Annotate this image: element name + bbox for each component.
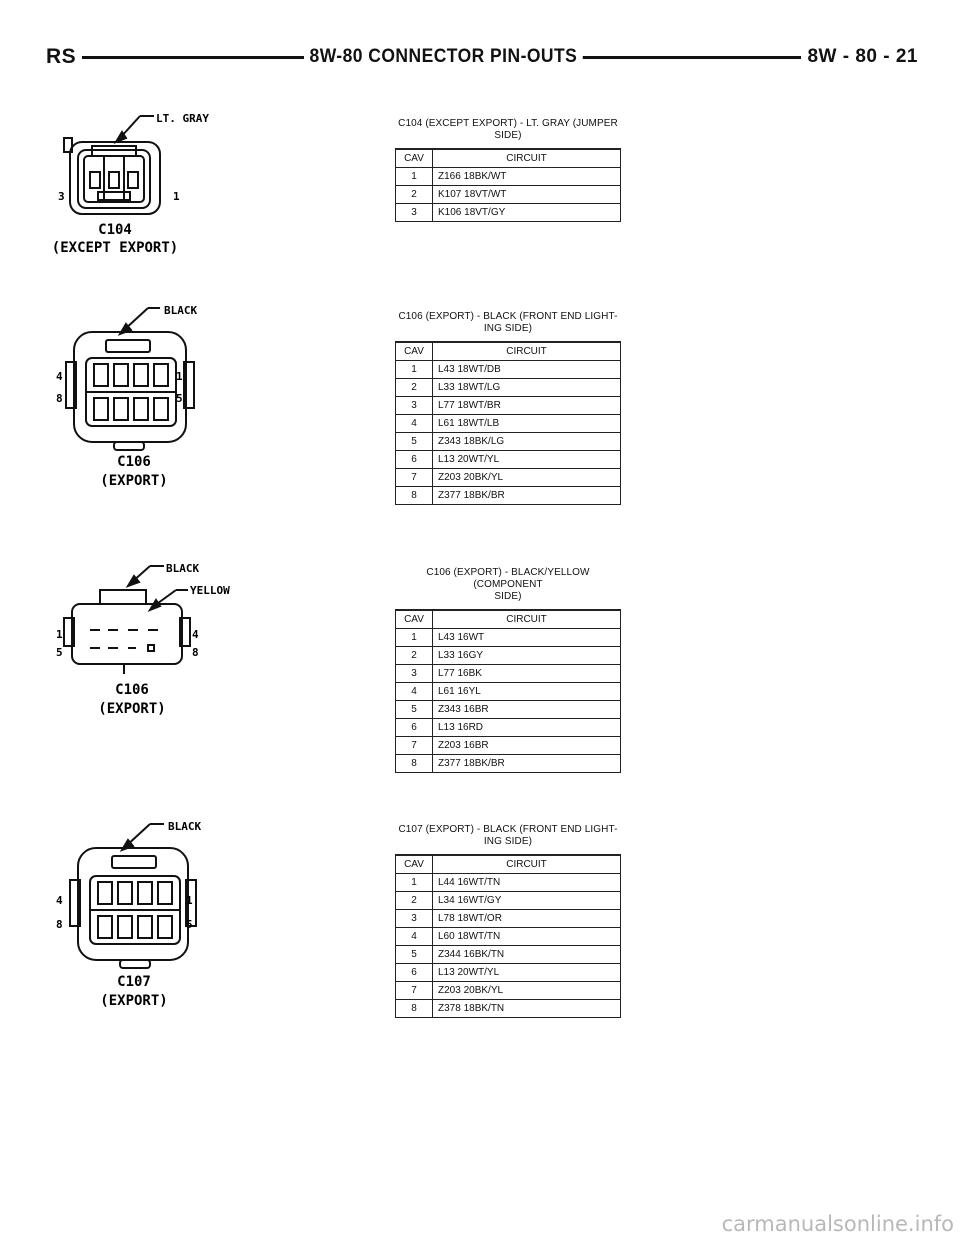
connector-name: C106 xyxy=(115,682,149,698)
table-row xyxy=(396,451,621,469)
col-header-circuit: CIRCUIT xyxy=(433,149,621,168)
header-rule-right xyxy=(566,56,816,59)
cell-circuit: L13 16RD xyxy=(433,719,621,737)
table-row xyxy=(396,204,621,222)
color-label: BLACK xyxy=(164,304,198,317)
pin-label-bottom-left: 8 xyxy=(56,392,63,405)
connector-variant: (EXPORT) xyxy=(98,701,166,717)
connector-name: C104 xyxy=(98,222,132,238)
table-row xyxy=(396,964,621,982)
cell-cav: 3 xyxy=(396,910,433,928)
col-header-circuit: CIRCUIT xyxy=(433,610,621,629)
connector-diagram-c107 xyxy=(52,816,252,1011)
connector-diagram-c106-black-yellow xyxy=(52,560,252,720)
color-label: BLACK xyxy=(166,562,200,575)
table-title: C104 (EXCEPT EXPORT) - LT. GRAY (JUMPER SIDE) xyxy=(398,118,618,141)
cell-circuit: L78 18WT/OR xyxy=(433,910,621,928)
pin-label-right: 1 xyxy=(173,190,180,203)
table-header-row xyxy=(396,149,621,168)
table-row xyxy=(396,946,621,964)
header-rule-left xyxy=(76,56,316,59)
table-row xyxy=(396,928,621,946)
pin-label-top-right: 4 xyxy=(192,628,199,641)
pin-label-top-right: 1 xyxy=(176,370,183,383)
connector-variant: (EXPORT) xyxy=(100,993,168,1009)
connector-variant: (EXCEPT EXPORT) xyxy=(51,240,179,256)
pinout-table-c106-black-yellow xyxy=(395,567,621,773)
table-row xyxy=(396,874,621,892)
header-page-number: 8W - 80 - 21 xyxy=(801,44,924,70)
cell-circuit: L60 18WT/TN xyxy=(433,928,621,946)
cell-cav: 4 xyxy=(396,415,433,433)
table-row xyxy=(396,737,621,755)
cell-circuit: Z378 18BK/TN xyxy=(433,1000,621,1018)
cell-cav: 2 xyxy=(396,379,433,397)
page-header xyxy=(46,44,918,70)
connector-diagram-c104 xyxy=(48,108,248,268)
cell-circuit: L43 16WT xyxy=(433,629,621,647)
table-header-row xyxy=(396,855,621,874)
connector-name: C106 xyxy=(117,454,151,470)
cell-cav: 7 xyxy=(396,737,433,755)
header-section: RS xyxy=(40,44,82,70)
cell-circuit: L33 16GY xyxy=(433,647,621,665)
cell-circuit: L13 20WT/YL xyxy=(433,964,621,982)
table-row xyxy=(396,168,621,186)
col-header-cav: CAV xyxy=(396,610,433,629)
table-row xyxy=(396,361,621,379)
pin-label-bottom-right: 5 xyxy=(176,392,183,405)
table-row xyxy=(396,755,621,773)
cell-cav: 3 xyxy=(396,204,433,222)
table-row xyxy=(396,433,621,451)
cell-cav: 6 xyxy=(396,964,433,982)
cell-cav: 4 xyxy=(396,683,433,701)
pin-label-top-left: 4 xyxy=(56,370,63,383)
cell-cav: 5 xyxy=(396,701,433,719)
table-row xyxy=(396,186,621,204)
table-row xyxy=(396,910,621,928)
table-row xyxy=(396,1000,621,1018)
color-label-secondary: YELLOW xyxy=(190,584,230,597)
color-label: LT. GRAY xyxy=(156,112,209,125)
cell-cav: 6 xyxy=(396,719,433,737)
table-row xyxy=(396,647,621,665)
cell-cav: 7 xyxy=(396,469,433,487)
col-header-circuit: CIRCUIT xyxy=(433,855,621,874)
connector-name: C107 xyxy=(117,974,151,990)
cell-cav: 1 xyxy=(396,874,433,892)
cell-circuit: L43 18WT/DB xyxy=(433,361,621,379)
table-header-row xyxy=(396,342,621,361)
cell-cav: 1 xyxy=(396,361,433,379)
cell-circuit: L61 18WT/LB xyxy=(433,415,621,433)
pinout-table-c106-black xyxy=(395,311,621,505)
pin-label-bottom-left: 5 xyxy=(56,646,63,659)
cell-cav: 8 xyxy=(396,487,433,505)
col-header-cav: CAV xyxy=(396,149,433,168)
cell-circuit: L44 16WT/TN xyxy=(433,874,621,892)
cell-cav: 8 xyxy=(396,755,433,773)
cell-cav: 5 xyxy=(396,433,433,451)
pinout-table-c107 xyxy=(395,824,621,1018)
cell-cav: 2 xyxy=(396,892,433,910)
table-row xyxy=(396,379,621,397)
cell-circuit: K107 18VT/WT xyxy=(433,186,621,204)
cell-circuit: Z203 16BR xyxy=(433,737,621,755)
cell-circuit: L33 18WT/LG xyxy=(433,379,621,397)
cell-circuit: Z343 18BK/LG xyxy=(433,433,621,451)
watermark: carmanualsonline.info xyxy=(721,1212,954,1236)
cell-circuit: Z203 20BK/YL xyxy=(433,982,621,1000)
cell-circuit: L61 16YL xyxy=(433,683,621,701)
table-title: C106 (EXPORT) - BLACK/YELLOW (COMPONENT SIDE) xyxy=(426,567,590,602)
table-row xyxy=(396,487,621,505)
table-row xyxy=(396,701,621,719)
cell-cav: 8 xyxy=(396,1000,433,1018)
cell-cav: 4 xyxy=(396,928,433,946)
pin-label-bottom-right: 5 xyxy=(186,918,193,931)
cell-circuit: L77 18WT/BR xyxy=(433,397,621,415)
cell-circuit: Z343 16BR xyxy=(433,701,621,719)
cell-circuit: L34 16WT/GY xyxy=(433,892,621,910)
table-row xyxy=(396,892,621,910)
cell-cav: 5 xyxy=(396,946,433,964)
table-row xyxy=(396,397,621,415)
pin-table xyxy=(395,609,621,773)
cell-cav: 6 xyxy=(396,451,433,469)
cell-cav: 1 xyxy=(396,629,433,647)
table-header-row xyxy=(396,610,621,629)
cell-circuit: Z166 18BK/WT xyxy=(433,168,621,186)
cell-cav: 7 xyxy=(396,982,433,1000)
color-label: BLACK xyxy=(168,820,202,833)
pin-table xyxy=(395,854,621,1018)
col-header-cav: CAV xyxy=(396,342,433,361)
cell-circuit: L77 16BK xyxy=(433,665,621,683)
col-header-circuit: CIRCUIT xyxy=(433,342,621,361)
cell-circuit: L13 20WT/YL xyxy=(433,451,621,469)
table-title: C107 (EXPORT) - BLACK (FRONT END LIGHT- ING SIDE) xyxy=(398,824,618,847)
cell-cav: 3 xyxy=(396,665,433,683)
pin-label-top-left: 4 xyxy=(56,894,63,907)
pin-label-top-left: 1 xyxy=(56,628,63,641)
col-header-cav: CAV xyxy=(396,855,433,874)
pin-table xyxy=(395,341,621,505)
table-row xyxy=(396,415,621,433)
table-row xyxy=(396,982,621,1000)
pinout-table-c104 xyxy=(395,118,621,222)
cell-circuit: Z377 18BK/BR xyxy=(433,487,621,505)
cell-circuit: K106 18VT/GY xyxy=(433,204,621,222)
cell-circuit: Z203 20BK/YL xyxy=(433,469,621,487)
cell-cav: 2 xyxy=(396,186,433,204)
table-row xyxy=(396,629,621,647)
connector-variant: (EXPORT) xyxy=(100,473,168,489)
pin-label-bottom-left: 8 xyxy=(56,918,63,931)
pin-table xyxy=(395,148,621,222)
table-row xyxy=(396,719,621,737)
cell-circuit: Z377 18BK/BR xyxy=(433,755,621,773)
table-row xyxy=(396,683,621,701)
table-title: C106 (EXPORT) - BLACK (FRONT END LIGHT- ING SIDE) xyxy=(398,311,618,334)
cell-cav: 3 xyxy=(396,397,433,415)
pin-label-bottom-right: 8 xyxy=(192,646,199,659)
header-title: 8W-80 CONNECTOR PIN-OUTS xyxy=(304,44,583,70)
cell-cav: 2 xyxy=(396,647,433,665)
pin-label-top-right: 1 xyxy=(186,894,193,907)
pin-label-left: 3 xyxy=(58,190,65,203)
connector-diagram-c106-black xyxy=(52,302,252,492)
table-row xyxy=(396,665,621,683)
table-row xyxy=(396,469,621,487)
cell-circuit: Z344 16BK/TN xyxy=(433,946,621,964)
cell-cav: 1 xyxy=(396,168,433,186)
